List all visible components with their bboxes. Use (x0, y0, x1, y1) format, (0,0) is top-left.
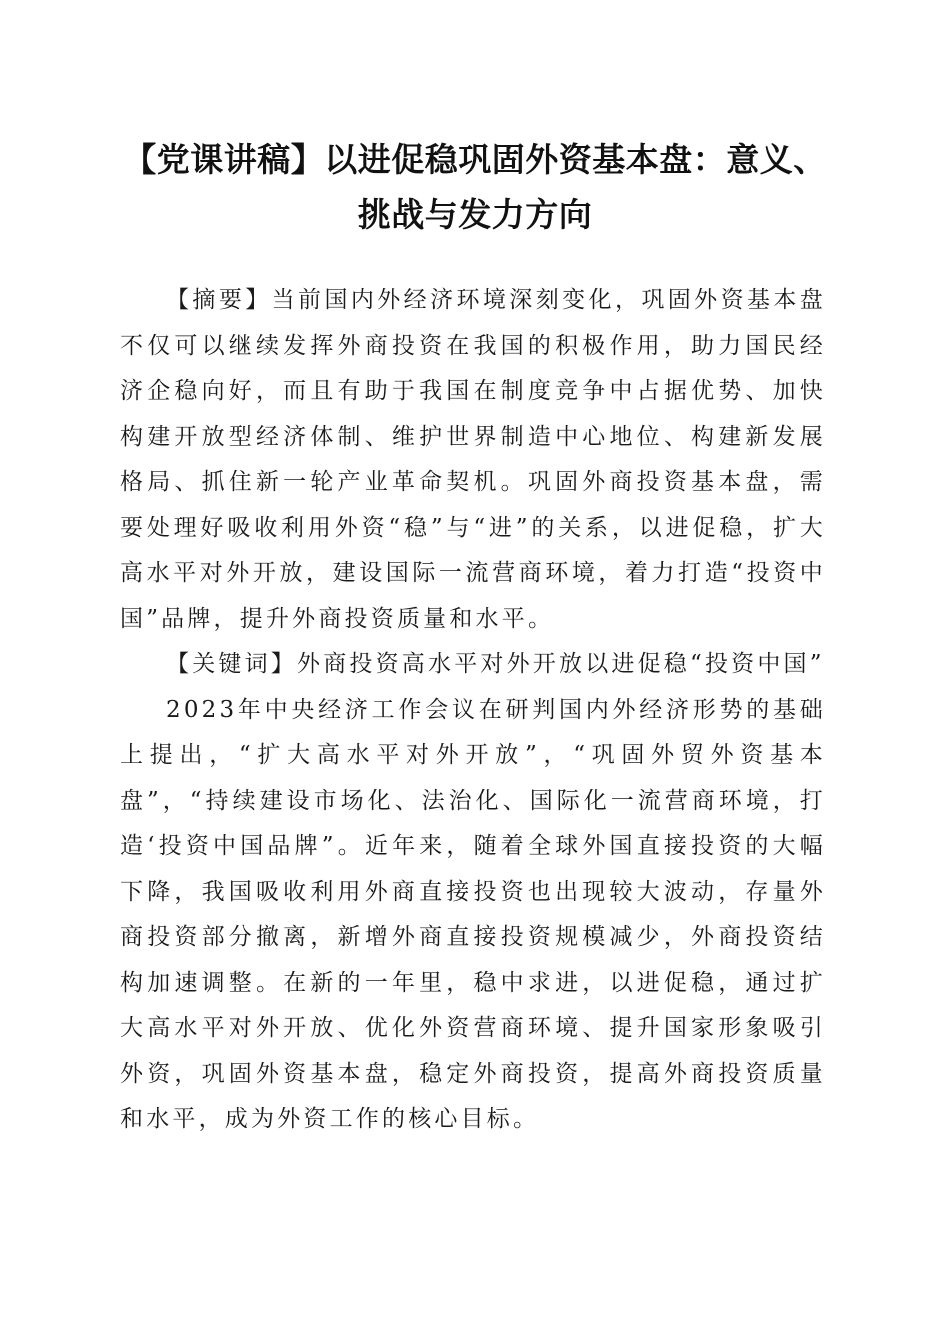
abstract-paragraph: 【摘要】当前国内外经济环境深刻变化，巩固外资基本盘不仅可以继续发挥外商投资在我国的积极作用，助力国民经济企稳向好，而且有助于我国在制度竞争中占据优势、加快构建开放型经济体制、维护世界制造中心地位、构建新发展格局、抓住新一轮产业革命契机。巩固外商投资基本盘，需要处理好吸收利用外资“稳”与“进”的关系，以进促稳，扩大高水平对外开放，建设国际一流营商环境，着力打造“投资中国”品牌，提升外商投资质量和水平。 (120, 287, 826, 632)
title-line-1: 【党课讲稿】以进促稳巩固外资基本盘：意义、 (123, 140, 827, 179)
document-body (120, 278, 826, 1143)
keywords-paragraph: 【关键词】外商投资高水平对外开放以进促稳“投资中国” (166, 651, 825, 677)
title-line-2: 挑战与发力方向 (357, 195, 593, 234)
document-title (100, 132, 850, 242)
body-paragraph: 2023年中央经济工作会议在研判国内外经济形势的基础上提出，“扩大高水平对外开放”，“巩固外贸外资基本盘”，“持续建设市场化、法治化、国际化一流营商环境，打造‘投资中国品牌”。近年来，随着全球外国直接投资的大幅下降，我国吸收利用外商直接投资也出现较大波动，存量外商投资部分撤离，新增外商直接投资规模减少，外商投资结构加速调整。在新的一年里，稳中求进，以进促稳，通过扩大高水平对外开放、优化外资营商环境、提升国家形象吸引外资，巩固外资基本盘，稳定外商投资，提高外商投资质量和水平，成为外资工作的核心目标。 (120, 696, 826, 1132)
